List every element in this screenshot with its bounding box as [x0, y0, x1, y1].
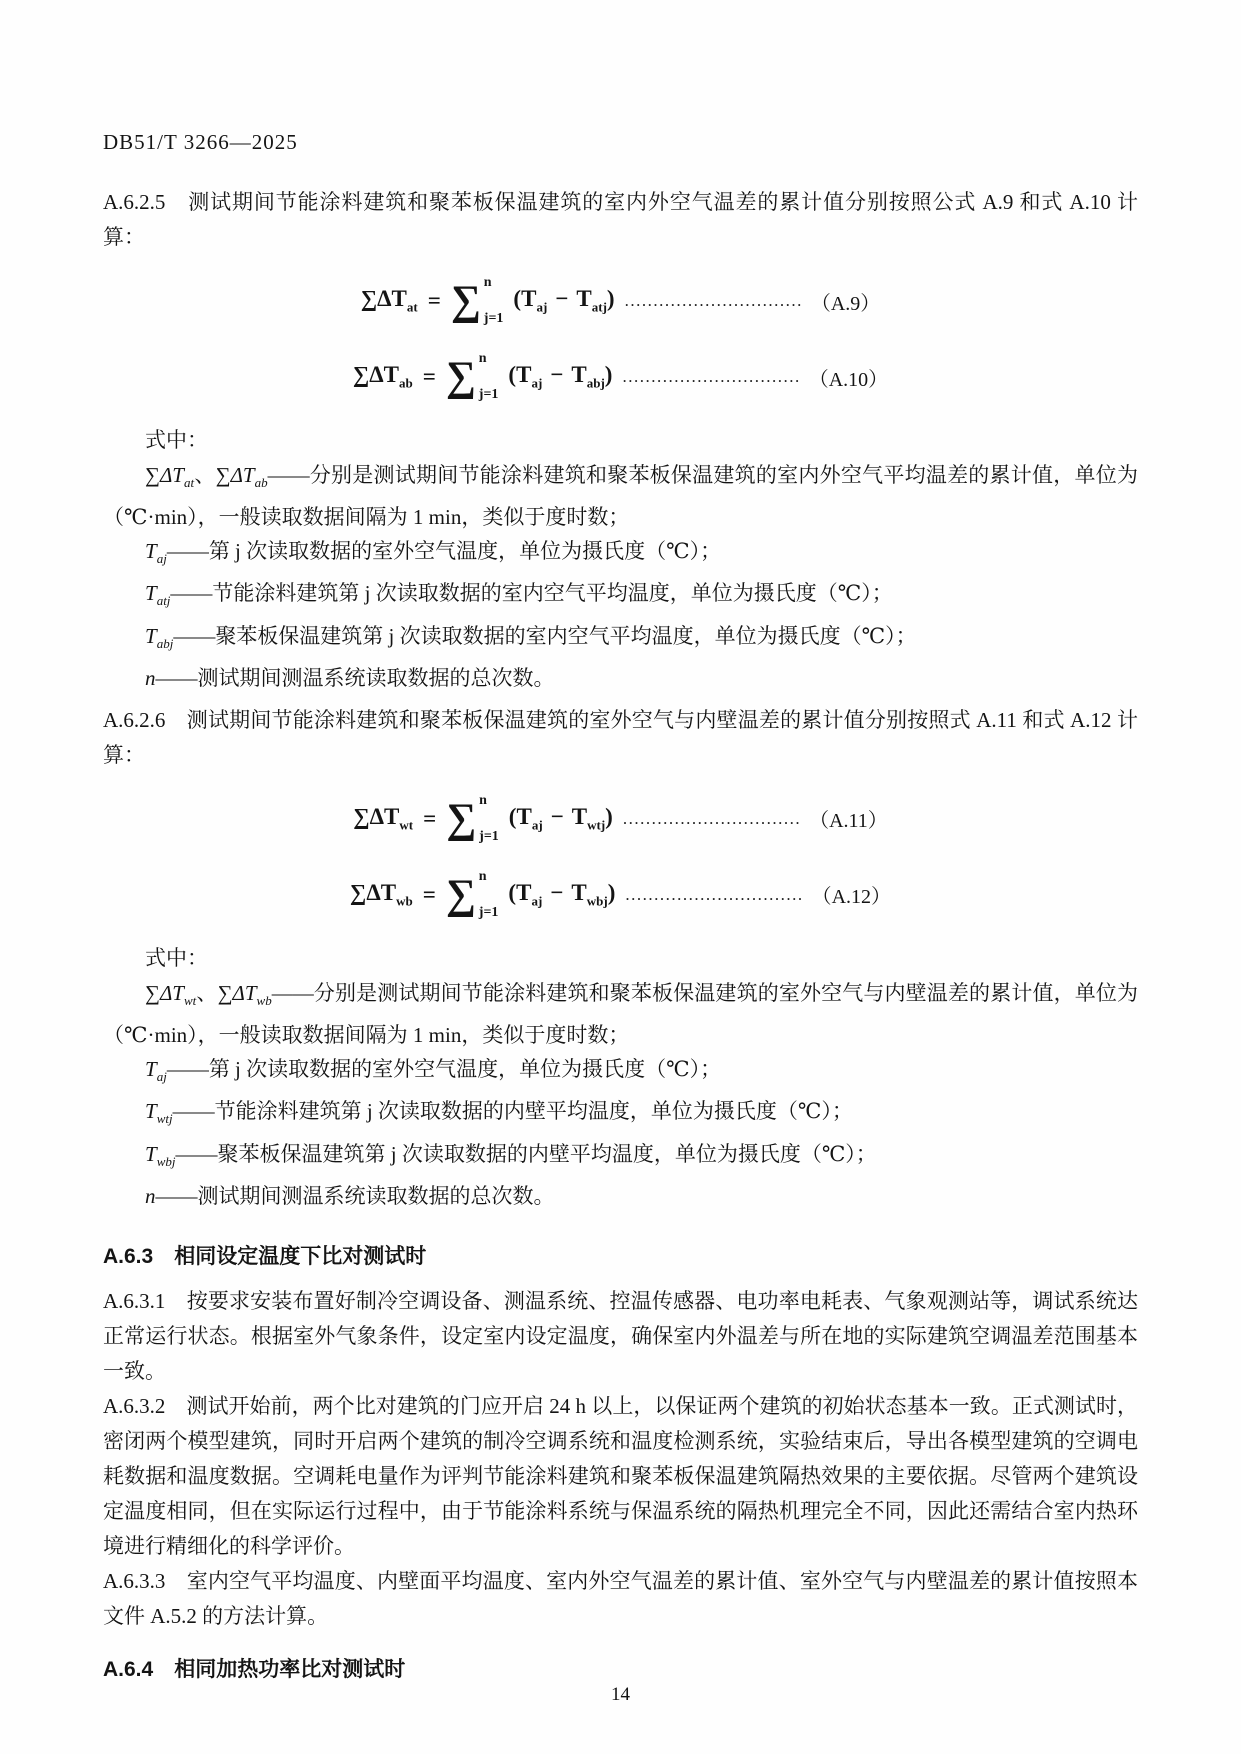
lhs-subscript: wb	[396, 893, 413, 909]
sigma-glyph: ∑	[446, 795, 477, 842]
symbol-main: ∑ΔT	[217, 980, 257, 1005]
upper-limit: n	[483, 275, 492, 290]
equation-body	[509, 804, 613, 834]
symbol-main: T	[145, 581, 157, 606]
symbol	[145, 581, 171, 609]
symbol-subscript: aj	[156, 551, 167, 567]
symbol-main: ∑ΔT	[215, 463, 255, 487]
symbol-separator: 、	[196, 980, 218, 1005]
definition-item	[103, 1052, 1138, 1094]
equation-number: （A.10）	[808, 368, 889, 391]
definition-item	[103, 534, 1138, 576]
equation-body	[508, 880, 615, 910]
close-paren: )	[606, 286, 615, 312]
equation-number: （A.12）	[811, 886, 892, 909]
symbol	[217, 980, 272, 1009]
open-paren: (	[508, 804, 517, 830]
definition-text: ——聚苯板保温建筑第 j 次读取数据的室内空气平均温度，单位为摄氏度（℃）；	[173, 623, 917, 648]
term-1: T	[516, 880, 532, 906]
symbol-main: T	[145, 1141, 157, 1166]
minus-sign: −	[555, 286, 569, 312]
document-footer	[0, 1684, 1241, 1706]
open-paren: (	[508, 362, 517, 388]
definition-item	[103, 976, 1138, 1052]
definition-text: ——测试期间测温系统读取数据的总次数。	[155, 665, 555, 690]
equation-number: （A.11）	[809, 810, 888, 833]
term-1-subscript: aj	[531, 893, 543, 909]
lhs-main: ∑ΔT	[360, 286, 407, 312]
symbol-main: T	[145, 1057, 157, 1082]
definition-text: ——测试期间测温系统读取数据的总次数。	[155, 1183, 555, 1208]
lower-limit: j=1	[483, 311, 504, 326]
equals-sign: =	[423, 805, 437, 831]
minus-sign: −	[550, 880, 564, 906]
lower-limit: j=1	[478, 904, 499, 920]
summation-limits	[479, 792, 499, 846]
minus-sign: −	[550, 362, 564, 388]
summation-sign	[446, 868, 499, 922]
document-body	[103, 185, 1138, 1687]
symbol	[145, 666, 156, 690]
symbol-subscript: wtj	[156, 1111, 173, 1127]
upper-limit: n	[478, 351, 487, 366]
definition-item	[103, 1094, 1138, 1136]
symbol-separator: 、	[194, 463, 216, 487]
formula-where-label: 式中：	[145, 428, 208, 452]
lhs-subscript: wt	[399, 817, 414, 833]
equation-lhs	[350, 880, 413, 910]
equation-body	[508, 362, 612, 392]
minus-sign: −	[550, 804, 564, 830]
paragraph: A.6.2.5 测试期间节能涂料建筑和聚苯板保温建筑的室内外空气温差的累计值分别按照公式 A.9 和式 A.10 计算：	[103, 190, 1138, 249]
lower-limit: j=1	[478, 387, 499, 402]
paragraph: A.6.2.6 测试期间节能涂料建筑和聚苯板保温建筑的室外空气与内壁温差的累计值分别按照式 A.11 和式 A.12 计算：	[103, 707, 1138, 767]
dot-leader: ...............................	[625, 884, 804, 904]
sigma-glyph: ∑	[450, 278, 481, 324]
standard-code: DB51/T 3266—2025	[103, 130, 298, 154]
summation-sign	[446, 350, 499, 404]
equals-sign: =	[427, 288, 441, 313]
symbol	[145, 1141, 176, 1169]
definition-text: ——节能涂料建筑第 j 次读取数据的内壁平均温度，单位为摄氏度（℃）；	[172, 1099, 853, 1124]
summation-limits	[484, 274, 504, 328]
open-paren: (	[508, 880, 517, 906]
definition-text: ——分别是测试期间节能涂料建筑和聚苯板保温建筑的室内外空气平均温差的累计值，单位为（℃·min），一般读取数据间隔为 1 min，类似于度时数；	[103, 463, 1138, 530]
term-1-subscript: aj	[531, 817, 543, 833]
document-header	[103, 130, 1138, 155]
term-2: T	[576, 286, 592, 312]
formula-where-label: 式中：	[145, 945, 208, 970]
section-heading: A.6.4 相同加热功率比对测试时	[103, 1657, 406, 1681]
symbol	[215, 463, 268, 491]
sigma-glyph: ∑	[445, 354, 476, 400]
section-heading: A.6.3 相同设定温度下比对测试时	[103, 1244, 427, 1268]
symbol-subscript: wt	[183, 993, 197, 1009]
symbol	[145, 539, 167, 567]
symbol-subscript: at	[183, 475, 195, 491]
term-1-subscript: aj	[531, 375, 543, 391]
term-1: T	[521, 286, 537, 312]
definition-item	[103, 661, 1138, 703]
term-1: T	[516, 804, 532, 830]
definition-text: ——聚苯板保温建筑第 j 次读取数据的内壁平均温度，单位为摄氏度（℃）；	[175, 1141, 877, 1166]
symbol	[145, 980, 197, 1009]
close-paren: )	[607, 880, 616, 906]
equation-body	[513, 286, 614, 316]
symbol-main: ∑ΔT	[145, 980, 184, 1005]
equation	[103, 865, 1138, 925]
lhs-subscript: at	[406, 299, 418, 315]
paragraph: A.6.3.2 测试开始前，两个比对建筑的门应开启 24 h 以上，以保证两个建筑的初始状态基本一致。正式测试时，密闭两个模型建筑，同时开启两个建筑的制冷空调系统和温度检测系统，实验结束后，导出各模型建筑的空调电耗数据和温度数据。空调耗电量作为评判节能涂料建筑和聚苯板保温建筑隔热效果的主要依据。尽管两个建筑设定温度相同，但在实际运行过程中，由于节能涂料系统与保温系统的隔热机理完全不同，因此还需结合室内热环境进行精细化的科学评价。	[103, 1393, 1138, 1558]
definition-text: ——节能涂料建筑第 j 次读取数据的室内空气平均温度，单位为摄氏度（℃）；	[170, 581, 893, 606]
dot-leader: ...............................	[622, 367, 801, 386]
close-paren: )	[604, 362, 613, 388]
term-2-subscript: wbj	[586, 893, 608, 909]
equals-sign: =	[422, 364, 436, 389]
symbol-subscript: abj	[156, 635, 174, 651]
term-2: T	[571, 362, 587, 388]
equation-lhs	[353, 362, 413, 392]
symbol	[145, 463, 195, 491]
equation-lhs	[353, 804, 413, 834]
upper-limit: n	[478, 868, 487, 884]
summation-sign	[451, 274, 504, 328]
term-2: T	[571, 804, 588, 830]
equals-sign: =	[422, 881, 436, 907]
symbol-main: T	[145, 623, 157, 648]
lhs-subscript: ab	[398, 375, 413, 391]
sigma-glyph: ∑	[445, 871, 476, 918]
term-2-subscript: atj	[591, 299, 607, 315]
symbol-subscript: wbj	[156, 1153, 176, 1169]
definition-item	[103, 576, 1138, 618]
symbol-main: T	[145, 1099, 157, 1124]
term-2: T	[571, 880, 587, 906]
symbol-subscript: aj	[156, 1069, 167, 1085]
summation-limits	[479, 868, 499, 922]
equation	[103, 347, 1138, 407]
symbol	[145, 1184, 156, 1208]
symbol	[145, 1099, 173, 1127]
paragraph: A.6.3.1 按要求安装布置好制冷空调设备、测温系统、控温传感器、电功率电耗表、气象观测站等，调试系统达正常运行状态。根据室外气象条件，设定室内设定温度，确保室内外温差与所在地的实际建筑空调温差范围基本一致。	[103, 1288, 1138, 1383]
term-2-subscript: wtj	[587, 817, 606, 833]
symbol-main: ∑ΔT	[145, 463, 184, 487]
symbol-subscript: wb	[256, 993, 272, 1009]
lower-limit: j=1	[479, 828, 499, 844]
equation-number: （A.9）	[810, 292, 881, 315]
dot-leader: ...............................	[624, 291, 803, 310]
equation	[103, 789, 1138, 849]
dot-leader: ...............................	[622, 808, 802, 828]
lhs-main: ∑ΔT	[349, 880, 397, 906]
equation-lhs	[361, 286, 418, 316]
definition-item	[103, 1179, 1138, 1221]
open-paren: (	[513, 286, 522, 312]
equation	[103, 271, 1138, 331]
term-1-subscript: aj	[536, 299, 548, 315]
lhs-main: ∑ΔT	[353, 804, 400, 830]
symbol-main: T	[145, 539, 157, 564]
symbol-subscript: ab	[254, 475, 268, 491]
symbol	[145, 623, 174, 651]
definition-text: ——分别是测试期间节能涂料建筑和聚苯板保温建筑的室外空气与内壁温差的累计值，单位为（℃·min），一般读取数据间隔为 1 min，类似于度时数；	[103, 980, 1139, 1048]
term-1: T	[516, 362, 532, 388]
definition-text: ——第 j 次读取数据的室外空气温度，单位为摄氏度（℃）；	[166, 1057, 722, 1082]
definition-item	[103, 458, 1138, 534]
symbol	[145, 1057, 167, 1085]
summation-limits	[479, 350, 499, 404]
definition-item	[103, 1137, 1138, 1179]
definition-item	[103, 619, 1138, 661]
symbol-main: n	[145, 665, 156, 690]
page-number: 14	[611, 1684, 630, 1705]
upper-limit: n	[479, 792, 487, 808]
lhs-main: ∑ΔT	[352, 362, 399, 388]
paragraph: A.6.3.3 室内空气平均温度、内壁面平均温度、室内外空气温差的累计值、室外空气与内壁温差的累计值按照本文件 A.5.2 的方法计算。	[103, 1568, 1138, 1628]
definition-text: ——第 j 次读取数据的室外空气温度，单位为摄氏度（℃）；	[166, 539, 722, 564]
summation-sign	[446, 792, 499, 846]
symbol-main: n	[145, 1183, 156, 1208]
symbol-subscript: atj	[156, 593, 171, 609]
close-paren: )	[605, 804, 613, 830]
term-2-subscript: abj	[586, 375, 605, 391]
